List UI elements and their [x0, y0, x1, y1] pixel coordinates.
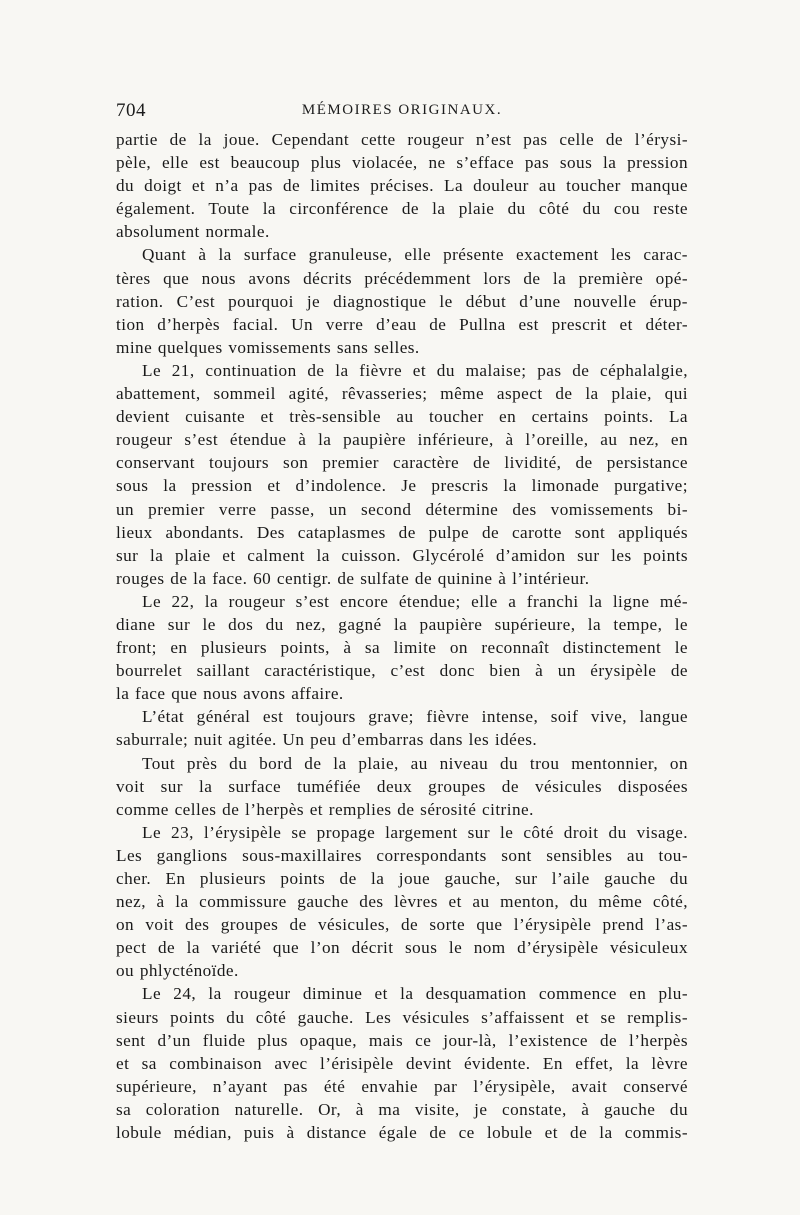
text-line: ration. C’est pourquoi je diagnostique le début d’une nouvelle érup- [116, 291, 688, 311]
text-line: on voit des groupes de vésicules, de sorte que l’érysipèle prend l’as- [116, 915, 688, 935]
text-line: devient cuisante et très-sensible au toucher en certains points. La [116, 407, 688, 427]
text-line: conservant toujours son premier caractère de lividité, de persistance [116, 453, 688, 473]
text-line: cher. En plusieurs points de la joue gauche, sur l’aile gauche du [116, 869, 688, 888]
text-line: du doigt et n’a pas de limites précises. La douleur au toucher manque [116, 176, 688, 196]
text-line: comme celles de l’herpès et remplies de sérosité citrine. [116, 799, 534, 819]
text-line: la face que nous avons affaire. [116, 684, 344, 704]
text-line: Le 21, continuation de la fièvre et du malaise; pas de céphalalgie, [142, 360, 688, 380]
text-line: Les ganglions sous-maxillaires correspondants sont sensibles au tou- [116, 845, 688, 865]
text-line: sous la pression et d’indolence. Je prescris la limonade purgative; [116, 476, 688, 496]
text-line: Le 23, l’érysipèle se propage largement sur le côté droit du visage. [142, 822, 688, 842]
text-line: abattement, sommeil agité, rêvasseries; même aspect de la plaie, qui [116, 384, 688, 404]
text-line: saburrale; nuit agitée. Un peu d’embarras dans les idées. [116, 730, 538, 750]
text-line: partie de la joue. Cependant cette rougeur n’est pas celle de l’érysi- [116, 130, 688, 149]
text-line: pect de la variété que l’on décrit sous le nom d’érysipèle vésiculeux [116, 938, 688, 958]
text-line: Tout près du bord de la plaie, au niveau du trou mentonnier, on [142, 753, 688, 773]
text-line: tères que nous avons décrits précédemment lors de la première opé- [116, 268, 688, 288]
text-line: lobule médian, puis à distance égale de ce lobule et de la commis- [116, 1123, 688, 1143]
page-number: 704 [116, 100, 146, 121]
text-line: rougeur s’est étendue à la paupière inférieure, à l’oreille, au nez, en [116, 430, 688, 450]
text-line: front; en plusieurs points, à sa limite on reconnaît distinctement le [116, 638, 688, 658]
text-line: nez, à la commissure gauche des lèvres et au menton, du même côté, [116, 892, 688, 912]
text-line: bourrelet saillant caractéristique, c’est donc bien à un érysipèle de [116, 661, 688, 681]
text-line: et sa combinaison avec l’érisipèle devint évidente. En effet, la lèvre [116, 1053, 688, 1073]
text-line: rouges de la face. 60 centigr. de sulfate de quinine à l’intérieur. [116, 568, 590, 588]
text-line: voit sur la surface tuméfiée deux groupes de vésicules disposées [116, 776, 688, 796]
text-line: Le 22, la rougeur s’est encore étendue; elle a franchi la ligne mé- [142, 591, 688, 611]
page-header [116, 100, 688, 124]
text-line: supérieure, n’ayant pas été envahie par l’érysipèle, avait conservé [116, 1076, 688, 1096]
text-line: tion d’herpès facial. Un verre d’eau de Pullna est prescrit et déter- [116, 314, 688, 334]
text-line: sur la plaie et calment la cuisson. Glycérolé d’amidon sur les points [116, 545, 688, 565]
text-line: sent d’un fluide plus opaque, mais ce jour-là, l’existence de l’herpès [116, 1030, 688, 1050]
text-line: mine quelques vomissements sans selles. [116, 337, 420, 357]
text-line: également. Toute la circonférence de la plaie du côté du cou reste [116, 199, 688, 219]
text-line: Quant à la surface granuleuse, elle présente exactement les carac- [142, 245, 688, 265]
text-line: un premier verre passe, un second détermine des vomissements bi- [116, 499, 688, 519]
text-line: Le 24, la rougeur diminue et la desquamation commence en plu- [142, 984, 688, 1004]
body-text [116, 128, 688, 1144]
text-line: L’état général est toujours grave; fièvre intense, soif vive, langue [142, 707, 688, 727]
text-line: sa coloration naturelle. Or, à ma visite, je constate, à gauche du [116, 1099, 688, 1119]
running-head: MÉMOIRES ORIGINAUX. [301, 102, 503, 118]
text-line: lieux abondants. Des cataplasmes de pulpe de carotte sont appliqués [116, 522, 688, 542]
text-line: pèle, elle est beaucoup plus violacée, ne s’efface pas sous la pression [116, 153, 688, 173]
text-line: ou phlycténoïde. [116, 961, 239, 981]
text-line: absolument normale. [116, 222, 270, 242]
text-line: sieurs points du côté gauche. Les vésicules s’affaissent et se remplis- [116, 1007, 688, 1027]
text-line: diane sur le dos du nez, gagné la paupière supérieure, la tempe, le [116, 614, 688, 634]
